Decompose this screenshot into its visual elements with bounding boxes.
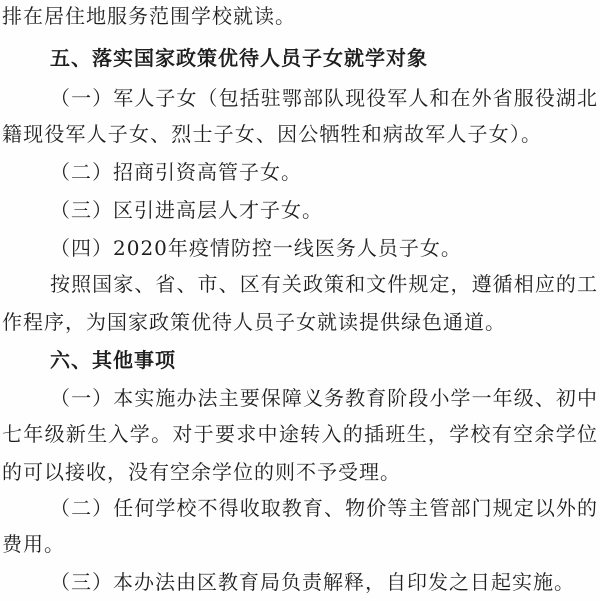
text-line-3: （一）军人子女（包括驻鄂部队现役军人和在外省服役湖北 xyxy=(50,86,598,110)
text-line-4: 籍现役军人子女、烈士子女、因公牺牲和病故军人子女）。 xyxy=(2,122,542,146)
section-heading-5: 五、落实国家政策优待人员子女就学对象 xyxy=(50,46,428,70)
text-line-15: 费用。 xyxy=(2,532,65,556)
text-line-9: 作程序，为国家政策优待人员子女就读提供绿色通道。 xyxy=(2,310,506,334)
text-line-12: 七年级新生入学。对于要求中途转入的插班生，学校有空余学位 xyxy=(2,422,598,446)
text-line-7: （四）2020年疫情防控一线医务人员子女。 xyxy=(50,236,462,260)
text-line-1: 排在居住地服务范围学校就读。 xyxy=(2,4,296,28)
text-line-11: （一）本实施办法主要保障义务教育阶段小学一年级、初中 xyxy=(50,386,598,410)
text-line-5: （二）招商引资高管子女。 xyxy=(50,160,302,184)
text-line-6: （三）区引进高层人才子女。 xyxy=(50,198,323,222)
text-line-16: （三）本办法由区教育局负责解释，自印发之日起实施。 xyxy=(50,570,575,594)
text-line-13: 的可以接收，没有空余学位的则不予受理。 xyxy=(2,460,401,484)
section-heading-6: 六、其他事项 xyxy=(50,348,176,372)
text-line-14: （二）任何学校不得收取教育、物价等主管部门规定以外的 xyxy=(50,496,598,520)
text-line-8: 按照国家、省、市、区有关政策和文件规定，遵循相应的工 xyxy=(50,272,598,296)
